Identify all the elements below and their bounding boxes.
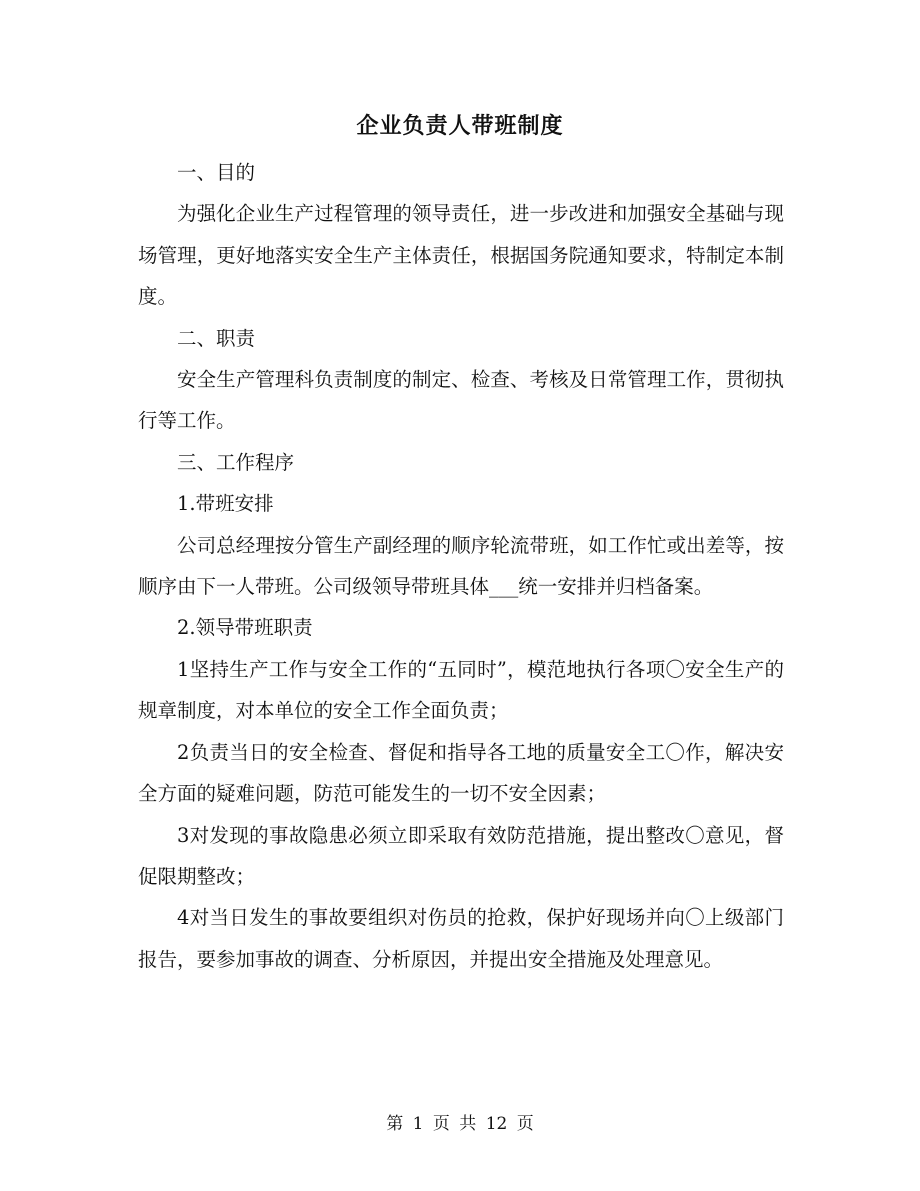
list-item-duty-3: 3对发现的事故隐患必须立即采取有效防范措施，提出整改〇意见，督促限期整改； xyxy=(138,823,784,888)
subheading-leader-duties: 2.领导带班职责 xyxy=(177,616,313,640)
section-heading-duties: 二、职责 xyxy=(177,326,256,350)
section-heading-procedure: 三、工作程序 xyxy=(177,450,295,474)
document-title: 企业负责人带班制度 xyxy=(356,113,564,139)
document-body xyxy=(138,152,784,980)
subheading-shift-arrangement: 1.带班安排 xyxy=(177,492,274,516)
list-item-duty-2: 2负责当日的安全检查、督促和指导各工地的质量安全工〇作，解决安全方面的疑难问题，防范可能发生的一切不安全因素； xyxy=(138,740,784,806)
section-heading-purpose: 一、目的 xyxy=(177,161,256,184)
paragraph-duties: 安全生产管理科负责制度的制定、检查、考核及日常管理工作，贯彻执行等工作。 xyxy=(138,368,784,433)
list-item-duty-4: 4对当日发生的事故要组织对伤员的抢救，保护好现场并向〇上级部门报告，要参加事故的调查、分析原因，并提出安全措施及处理意见。 xyxy=(138,906,784,971)
list-item-duty-1: 1坚持生产工作与安全工作的“五同时”，模范地执行各项〇安全生产的规章制度，对本单位的安全工作全面负责； xyxy=(138,657,784,723)
paragraph-purpose: 为强化企业生产过程管理的领导责任，进一步改进和加强安全基础与现场管理，更好地落实安全生产主体责任，根据国务院通知要求，特制定本制度。 xyxy=(138,202,784,309)
page-footer: 第 1 页 共 12 页 xyxy=(386,1114,534,1134)
paragraph-shift-arrangement: 公司总经理按分管生产副经理的顺序轮流带班，如工作忙或出差等，按顺序由下一人带班。公司级领导带班具体___统一安排并归档备案。 xyxy=(138,533,784,599)
